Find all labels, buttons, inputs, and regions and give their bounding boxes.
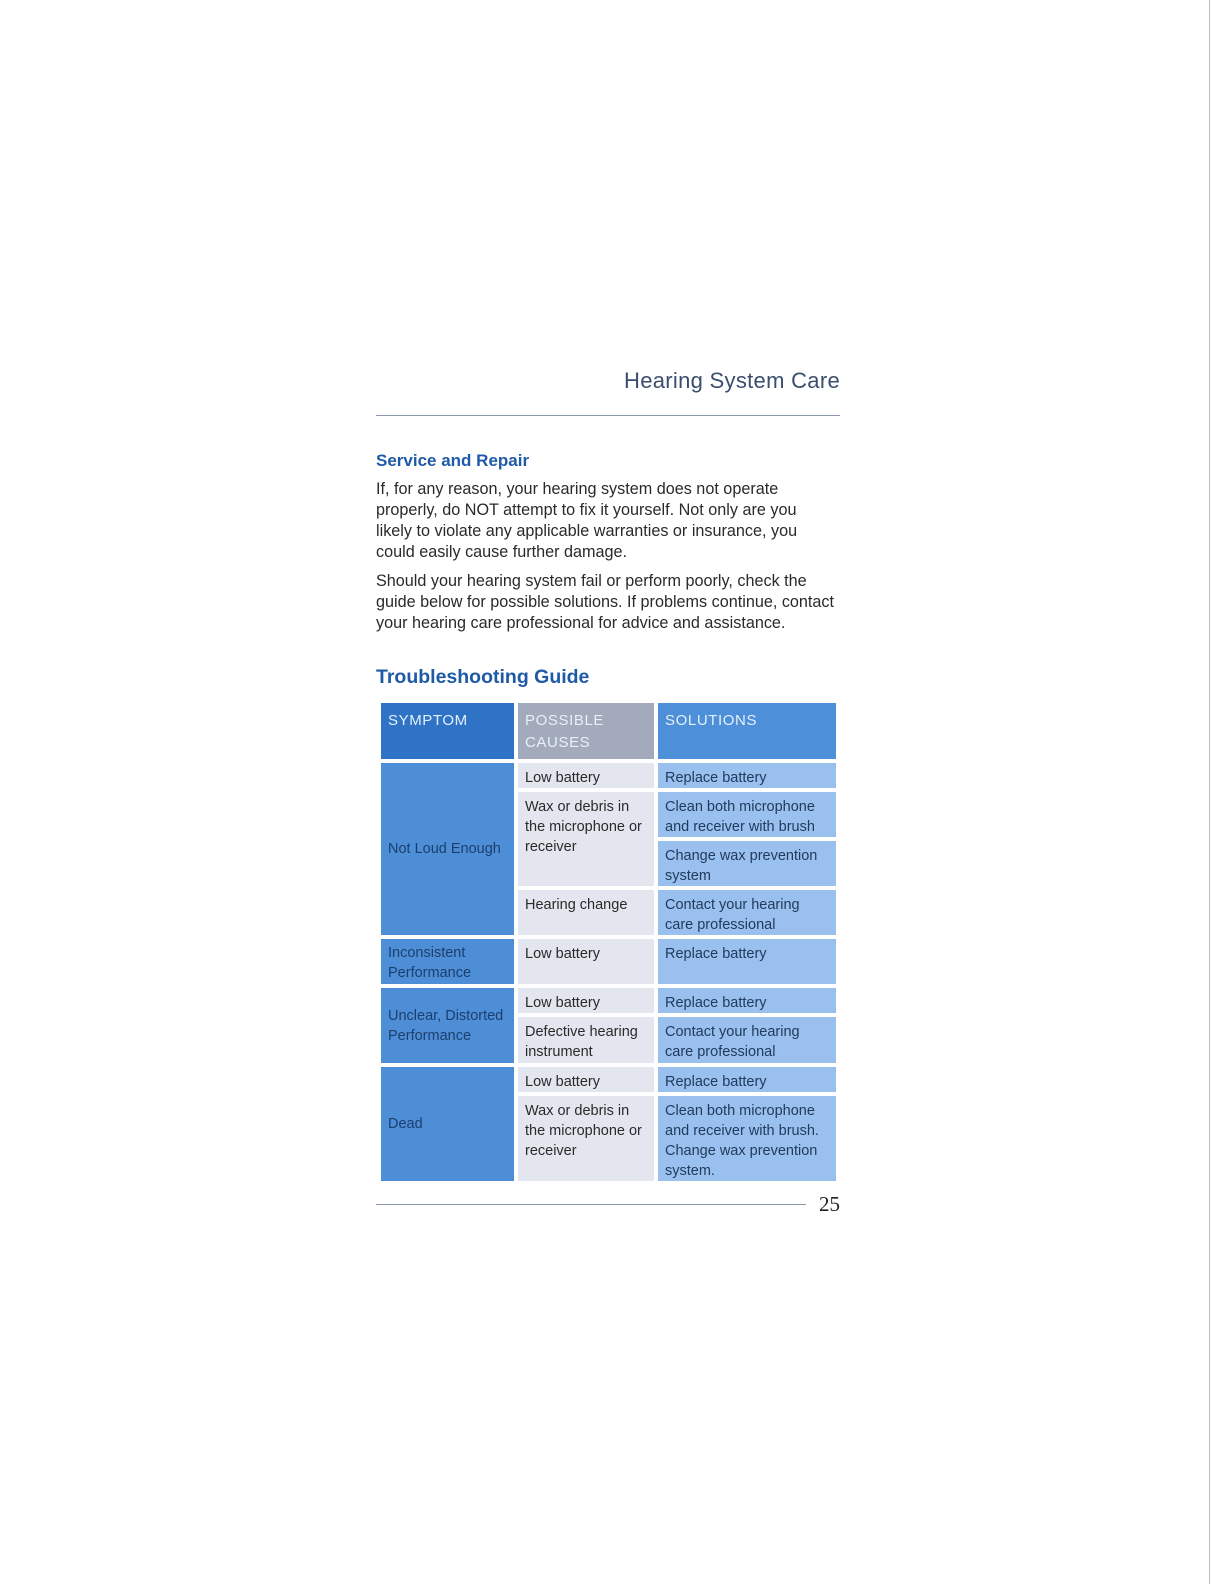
column-header-possible-causes: POSSIBLE CAUSES	[518, 703, 654, 759]
symptom-cell: Not Loud Enough	[381, 763, 514, 935]
cause-cell: Defective hearing instrument	[518, 1017, 654, 1063]
page-number: 25	[819, 1192, 840, 1216]
cause-cell: Low battery	[518, 763, 654, 788]
column-header-symptom: SYMPTOM	[381, 703, 514, 759]
solution-cell: Change wax prevention system	[658, 841, 836, 886]
cause-cell: Wax or debris in the microphone or receiver	[518, 1096, 654, 1181]
header-rule	[376, 415, 840, 416]
solution-cell: Contact your hearing care professional	[658, 1017, 836, 1063]
column-header-solutions: SOLUTIONS	[658, 703, 836, 759]
page-edge-line	[1209, 0, 1210, 1584]
solution-cell: Replace battery	[658, 763, 836, 788]
solution-cell: Contact your hearing care professional	[658, 890, 836, 935]
solution-cell: Replace battery	[658, 939, 836, 984]
cause-cell: Wax or debris in the microphone or receiver	[518, 792, 654, 886]
solution-cell: Clean both microphone and receiver with brush. Change wax prevention system.	[658, 1096, 836, 1181]
cause-cell: Hearing change	[518, 890, 654, 935]
cause-cell: Low battery	[518, 1067, 654, 1092]
symptom-cell: Inconsistent Performance	[381, 939, 514, 984]
service-paragraph-1: If, for any reason, your hearing system does not operate properly, do NOT attempt to fix it yourself. Not only are you likely to violate any applicable warranties or insurance, you could easily cause further damage.	[376, 480, 798, 561]
troubleshooting-heading: Troubleshooting Guide	[376, 666, 590, 688]
symptom-cell: Unclear, Distorted Performance	[381, 988, 514, 1063]
solution-cell: Clean both microphone and receiver with brush	[658, 792, 836, 837]
footer-rule	[376, 1204, 806, 1205]
symptom-cell: Dead	[381, 1067, 514, 1181]
running-head: Hearing System Care	[624, 368, 840, 393]
service-paragraph-2: Should your hearing system fail or perform poorly, check the guide below for possible solutions. If problems continue, contact your hearing care professional for advice and assistance.	[376, 572, 835, 632]
service-repair-heading: Service and Repair	[376, 451, 530, 470]
solution-cell: Replace battery	[658, 1067, 836, 1092]
cause-cell: Low battery	[518, 939, 654, 984]
cause-cell: Low battery	[518, 988, 654, 1013]
solution-cell: Replace battery	[658, 988, 836, 1013]
